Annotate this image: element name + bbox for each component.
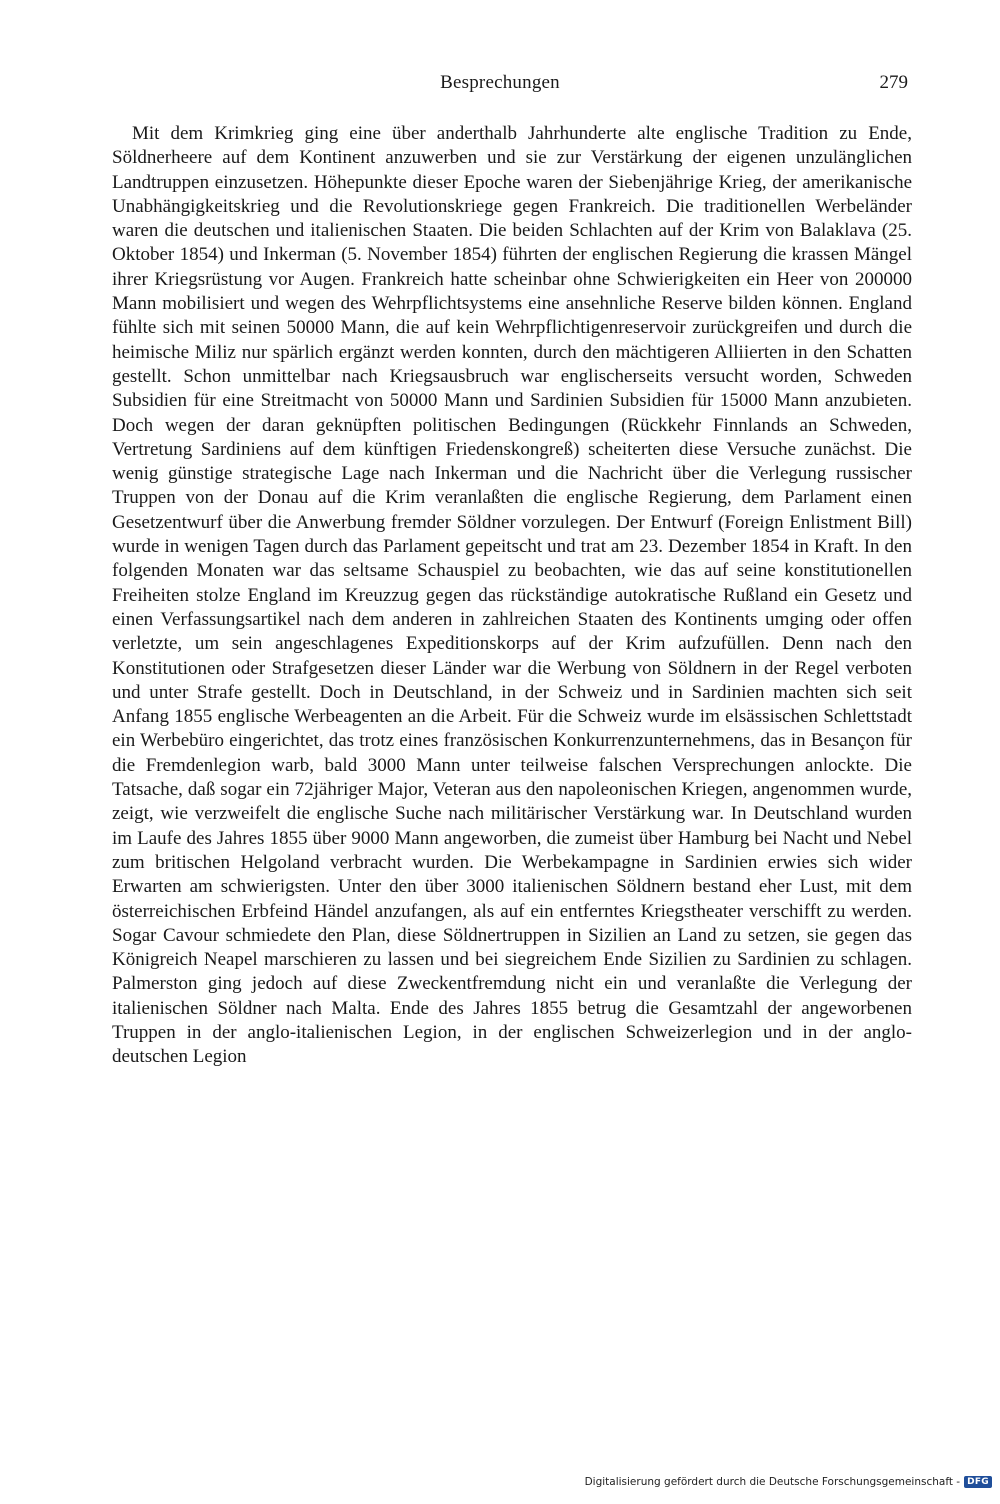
body-paragraph: Mit dem Krimkrieg ging eine über anderthalb Jahrhunderte alte englische Tradition zu Ende, Söldnerheere auf dem Kontinent anzuwerben und sie zur Verstärkung der eigenen unzulänglichen Landtruppen einzusetzen. Höhepunkte dieser Epoche waren der Siebenjährige Krieg, der amerikanische Unabhängigkeitskrieg und die Revolutionskriege gegen Frankreich. Die traditionellen Werbeländer waren die deutschen und italienischen Staaten. Die beiden Schlachten auf der Krim von Balaklava (25. Oktober 1854) und Inkerman (5. November 1854) führten der englischen Regierung die krassen Mängel ihrer Kriegsrüstung vor Augen. Frankreich hatte scheinbar ohne Schwierigkeiten ein Heer von 200000 Mann mobilisiert und wegen des Wehrpflichtsystems eine ansehnliche Reserve bilden können. England fühlte sich mit seinen 50000 Mann, die auf kein Wehrpflichtigenreservoir zurückgreifen und durch die heimische Miliz nur spärlich ergänzt werden konnten, durch den mächtigeren Alliierten in den Schatten gestellt. Schon unmittelbar nach Kriegsausbruch war englischerseits versucht worden, Schweden Subsidien für eine Streitmacht von 50000 Mann und Sardinien Subsidien für 15000 Mann anzubieten. Doch wegen der daran geknüpften politischen Bedingungen (Rückkehr Finnlands an Schweden, Vertretung Sardiniens auf dem künftigen Friedenskongreß) scheiterten diese Versuche zunächst. Die wenig günstige strategische Lage nach Inkerman und die Nachricht über die Verlegung russischer Truppen von der Donau auf die Krim veranlaßten die englische Regierung, dem Parlament einen Gesetzentwurf über die Anwerbung fremder Söldner vorzulegen. Der Entwurf (Foreign Enlistment Bill) wurde in wenigen Tagen durch das Parlament gepeitscht und trat am 23. Dezember 1854 in Kraft. In den folgenden Monaten war das seltsame Schauspiel zu beobachten, wie das auf seine konstitutionellen Freiheiten stolze England im Kreuzzug gegen das rückständige autokratische Rußland ein Gesetz und einen Verfassungsartikel nach dem anderen in zahlreichen Staaten des Kontinents umging oder offen verletzte, um sein angeschlagenes Expeditionskorps auf der Krim aufzufüllen. Denn nach den Konstitutionen oder Strafgesetzen dieser Länder war die Werbung von Söldnern in der Regel verboten und unter Strafe gestellt. Doch in Deutschland, in der Schweiz und in Sardinien machten sich seit Anfang 1855 englische Werbeagenten an die Arbeit. Für die Schweiz wurde im elsässischen Schlettstadt ein Werbebüro eingerichtet, das trotz eines französischen Konkurrenzunternehmens, das in Besançon für die Fremdenlegion warb, bald 3000 Mann unter teilweise falschen Versprechungen anlockte. Die Tatsache, daß sogar ein 72jähriger Major, Veteran aus den napoleonischen Kriegen, angenommen wurde, zeigt, wie verzweifelt die englische Suche nach militärischer Verstärkung war. In Deutschland wurden im Laufe des Jahres 1855 über 9000 Mann angeworben, die zumeist über Hamburg bei Nacht und Nebel zum britischen Helgoland verbracht wurden. Die Werbekampagne in Sardinien erwies sich wider Erwarten am schwierigsten. Unter den über 3000 italienischen Söldnern bestand eher Lust, mit dem österreichischen Erbfeind Händel anzufangen, als auf ein entferntes Kriegstheater verschifft zu werden. Sogar Cavour schmiedete den Plan, diese Söldnertruppen in Sizilien an Land zu setzen, sie gegen das Königreich Neapel marschieren zu lassen und bei siegreichem Ende Sizilien zu Sardinien zu schlagen. Palmerston ging jedoch auf diese Zweckentfremdung nicht ein und veranlaßte die Verlegung der italienischen Söldner nach Malta. Ende des Jahres 1855 betrug die Gesamtzahl der angeworbenen Truppen in der anglo-italienischen Legion, in der englischen Schweizerlegion und in der anglo-deutschen Legion	[112, 123, 912, 1068]
dfg-logo-icon: DFG	[964, 1476, 992, 1488]
body-text	[112, 122, 912, 1070]
running-title: Besprechungen	[440, 72, 560, 93]
running-head	[0, 72, 1000, 102]
page-number: 279	[879, 72, 908, 93]
credit-text: Digitalisierung gefördert durch die Deutsche Forschungsgemeinschaft -	[584, 1476, 961, 1488]
digitization-credit	[585, 1476, 992, 1488]
